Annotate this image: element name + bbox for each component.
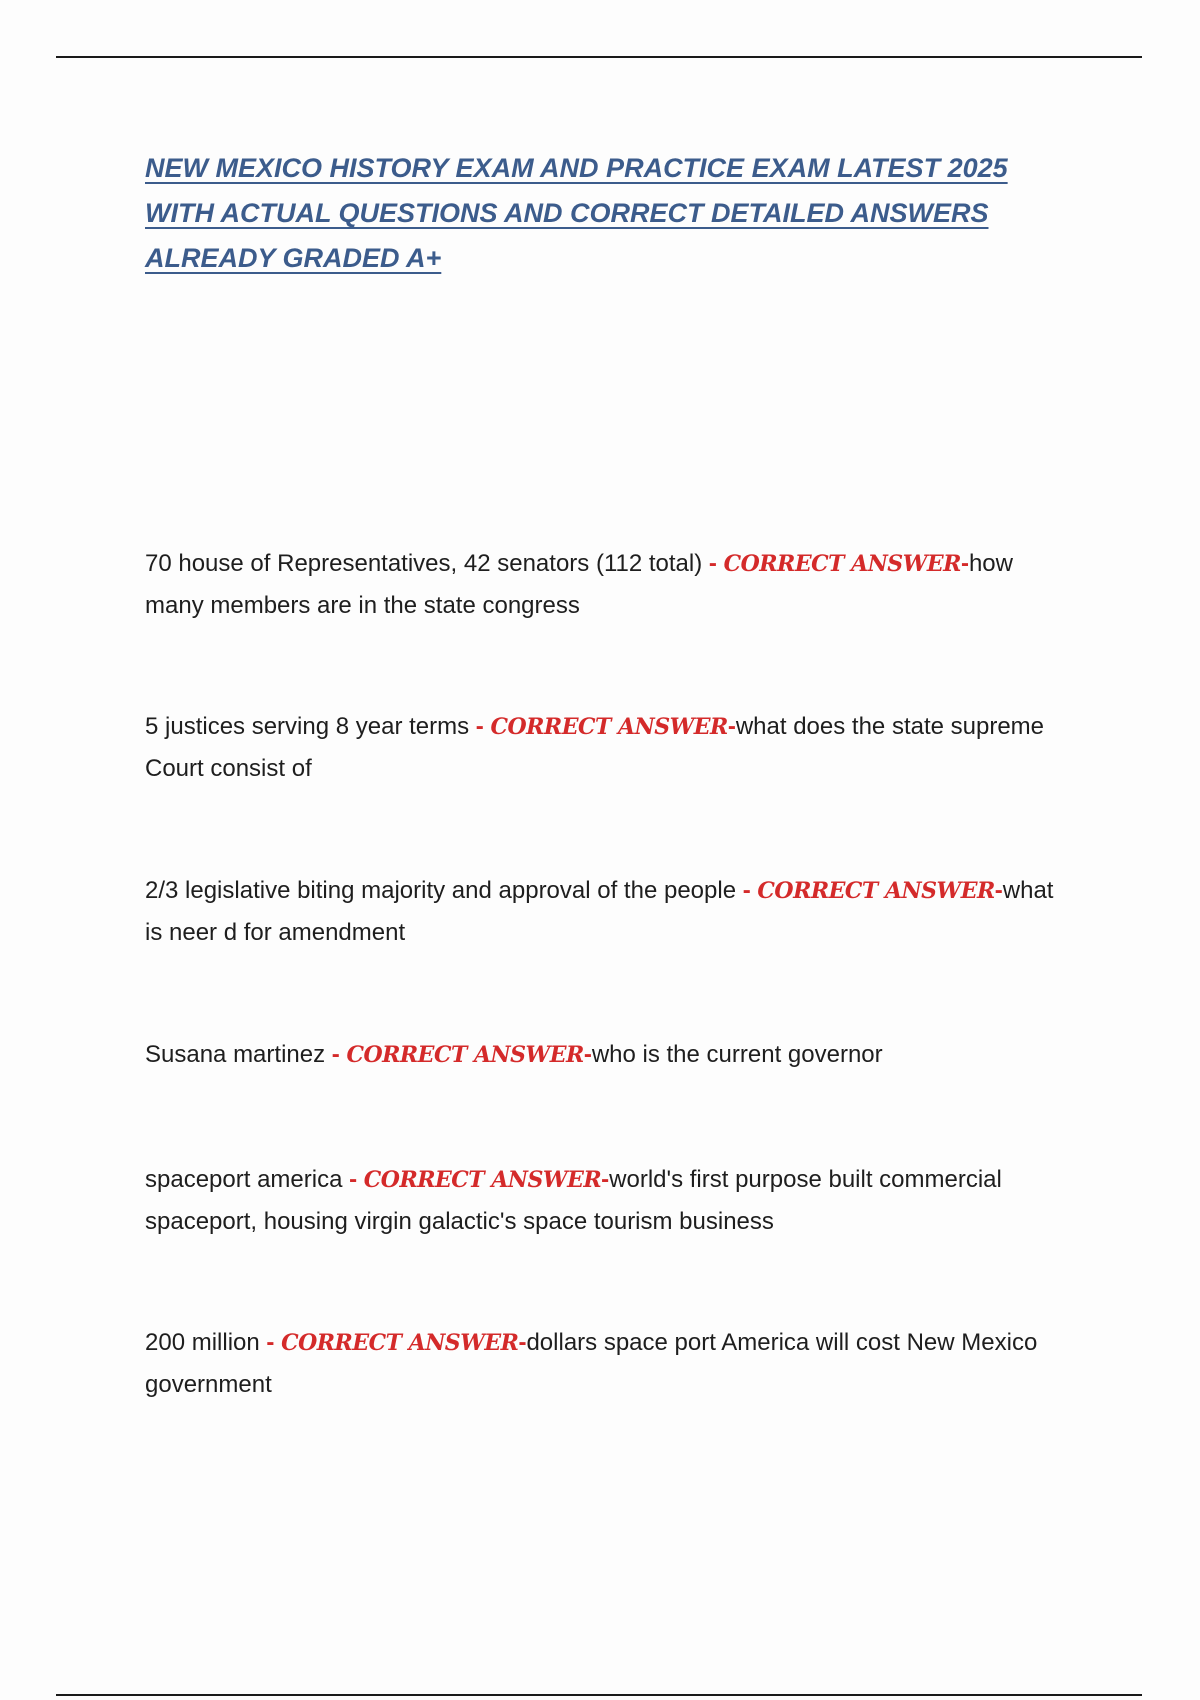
question-text: dollars space port America will cost New Mexico government	[145, 1329, 1038, 1398]
correct-answer-marker: CORRECT ANSWER	[346, 1042, 584, 1068]
question-text: what does the state supreme Court consist of	[145, 713, 1045, 782]
correct-answer-marker: CORRECT ANSWER	[490, 714, 728, 740]
marker-dash: -	[601, 1166, 610, 1193]
marker-dash: -	[518, 1329, 527, 1356]
marker-dash: -	[727, 713, 736, 740]
title-line: ALREADY GRADED A+	[145, 243, 442, 273]
marker-dash: -	[708, 550, 717, 577]
correct-answer-marker: CORRECT ANSWER	[757, 878, 995, 904]
qa-item	[145, 870, 1075, 953]
question-text: what is neer d for amendment	[145, 877, 1054, 946]
qa-item	[145, 543, 1075, 626]
answer-text: Susana martinez	[145, 1041, 326, 1068]
marker-dash: -	[583, 1041, 592, 1068]
correct-answer-marker: CORRECT ANSWER	[723, 551, 961, 577]
question-text: how many members are in the state congress	[145, 550, 1013, 619]
footer-rule	[56, 1694, 1142, 1696]
marker-dash: -	[742, 877, 751, 904]
header-rule	[56, 56, 1142, 58]
question-text: who is the current governor	[591, 1041, 883, 1068]
marker-dash: -	[994, 877, 1003, 904]
qa-item	[145, 1322, 1075, 1405]
document-title	[145, 146, 1045, 281]
title-line: NEW MEXICO HISTORY EXAM AND PRACTICE EXAM LATEST 2025	[145, 153, 1008, 183]
question-text: world's first purpose built commercial spaceport, housing virgin galactic's space tourism business	[145, 1166, 1002, 1235]
correct-answer-marker: CORRECT ANSWER	[363, 1167, 602, 1193]
answer-text: 70 house of Representatives, 42 senators (112 total)	[145, 550, 703, 577]
marker-dash: -	[960, 550, 969, 577]
marker-dash: -	[349, 1166, 358, 1193]
answer-text: 200 million	[145, 1329, 260, 1356]
answer-text: spaceport america	[145, 1166, 343, 1193]
answer-text: 2/3 legislative biting majority and approval of the people	[145, 877, 737, 904]
title-line: WITH ACTUAL QUESTIONS AND CORRECT DETAILED ANSWERS	[145, 198, 989, 228]
qa-item	[145, 1159, 1075, 1242]
answer-text: 5 justices serving 8 year terms	[145, 713, 470, 740]
qa-item	[145, 1034, 883, 1076]
marker-dash: -	[331, 1041, 340, 1068]
qa-item	[145, 706, 1075, 789]
correct-answer-marker: CORRECT ANSWER	[281, 1330, 519, 1356]
marker-dash: -	[266, 1329, 275, 1356]
marker-dash: -	[475, 713, 484, 740]
